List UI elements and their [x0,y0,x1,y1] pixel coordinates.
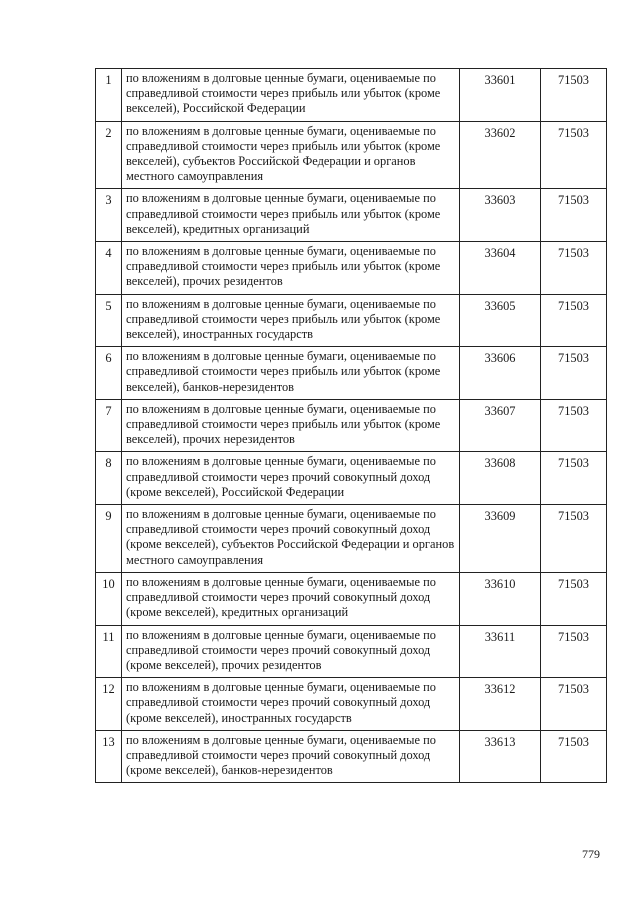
account-code: 33602 [460,121,541,189]
table-row [96,678,607,731]
page-number: 779 [582,847,600,861]
symbol-code: 71503 [541,69,607,122]
row-description: по вложениям в долговые ценные бумаги, оцениваемые по справедливой стоимости через прибыль или убыток (кроме векселей), иностранных государств [122,294,460,347]
symbol-code: 71503 [541,189,607,242]
symbol-code: 71503 [541,730,607,783]
table-row [96,242,607,295]
account-code: 33612 [460,678,541,731]
row-number: 11 [96,625,122,678]
row-number: 6 [96,347,122,400]
table-row [96,452,607,505]
table-row [96,69,607,122]
symbol-code: 71503 [541,505,607,573]
row-description: по вложениям в долговые ценные бумаги, оцениваемые по справедливой стоимости через прочий совокупный доход (кроме векселей), Российской Федерации [122,452,460,505]
account-code: 33613 [460,730,541,783]
account-code: 33603 [460,189,541,242]
row-description: по вложениям в долговые ценные бумаги, оцениваемые по справедливой стоимости через прибыль или убыток (кроме векселей), прочих нерезидентов [122,399,460,452]
symbol-code: 71503 [541,678,607,731]
table-row [96,730,607,783]
account-code: 33610 [460,572,541,625]
table-row [96,294,607,347]
row-number: 7 [96,399,122,452]
row-number: 3 [96,189,122,242]
symbol-code: 71503 [541,294,607,347]
row-description: по вложениям в долговые ценные бумаги, оцениваемые по справедливой стоимости через прибыль или убыток (кроме векселей), банков-нерезидентов [122,347,460,400]
row-description: по вложениям в долговые ценные бумаги, оцениваемые по справедливой стоимости через прибыль или убыток (кроме векселей), Российской Федерации [122,69,460,122]
row-description: по вложениям в долговые ценные бумаги, оцениваемые по справедливой стоимости через прочий совокупный доход (кроме векселей), кредитных организаций [122,572,460,625]
row-description: по вложениям в долговые ценные бумаги, оцениваемые по справедливой стоимости через прочий совокупный доход (кроме векселей), прочих резидентов [122,625,460,678]
row-number: 13 [96,730,122,783]
table-row [96,189,607,242]
symbol-code: 71503 [541,347,607,400]
account-code: 33607 [460,399,541,452]
symbol-code: 71503 [541,121,607,189]
row-description: по вложениям в долговые ценные бумаги, оцениваемые по справедливой стоимости через прочий совокупный доход (кроме векселей), иностранных государств [122,678,460,731]
account-code: 33611 [460,625,541,678]
row-description: по вложениям в долговые ценные бумаги, оцениваемые по справедливой стоимости через прибыль или убыток (кроме векселей), кредитных организаций [122,189,460,242]
symbol-code: 71503 [541,399,607,452]
symbol-code: 71503 [541,572,607,625]
table-row [96,625,607,678]
account-code: 33609 [460,505,541,573]
table-row [96,347,607,400]
account-code: 33601 [460,69,541,122]
table-row [96,505,607,573]
table-row [96,121,607,189]
account-code: 33608 [460,452,541,505]
row-description: по вложениям в долговые ценные бумаги, оцениваемые по справедливой стоимости через прибыль или убыток (кроме векселей), прочих резидентов [122,242,460,295]
row-description: по вложениям в долговые ценные бумаги, оцениваемые по справедливой стоимости через прибыль или убыток (кроме векселей), субъектов Российской Федерации и органов местного самоуправления [122,121,460,189]
row-number: 8 [96,452,122,505]
row-number: 4 [96,242,122,295]
row-number: 9 [96,505,122,573]
account-code: 33605 [460,294,541,347]
row-number: 1 [96,69,122,122]
row-number: 12 [96,678,122,731]
row-number: 10 [96,572,122,625]
row-description: по вложениям в долговые ценные бумаги, оцениваемые по справедливой стоимости через прочий совокупный доход (кроме векселей), банков-нерезидентов [122,730,460,783]
table-row [96,572,607,625]
table-row [96,399,607,452]
row-number: 5 [96,294,122,347]
symbol-code: 71503 [541,625,607,678]
row-description: по вложениям в долговые ценные бумаги, оцениваемые по справедливой стоимости через прочий совокупный доход (кроме векселей), субъектов Российской Федерации и органов местного самоуправления [122,505,460,573]
account-code: 33604 [460,242,541,295]
accounts-table-body [96,69,607,783]
symbol-code: 71503 [541,242,607,295]
symbol-code: 71503 [541,452,607,505]
accounts-table [95,68,607,783]
row-number: 2 [96,121,122,189]
account-code: 33606 [460,347,541,400]
